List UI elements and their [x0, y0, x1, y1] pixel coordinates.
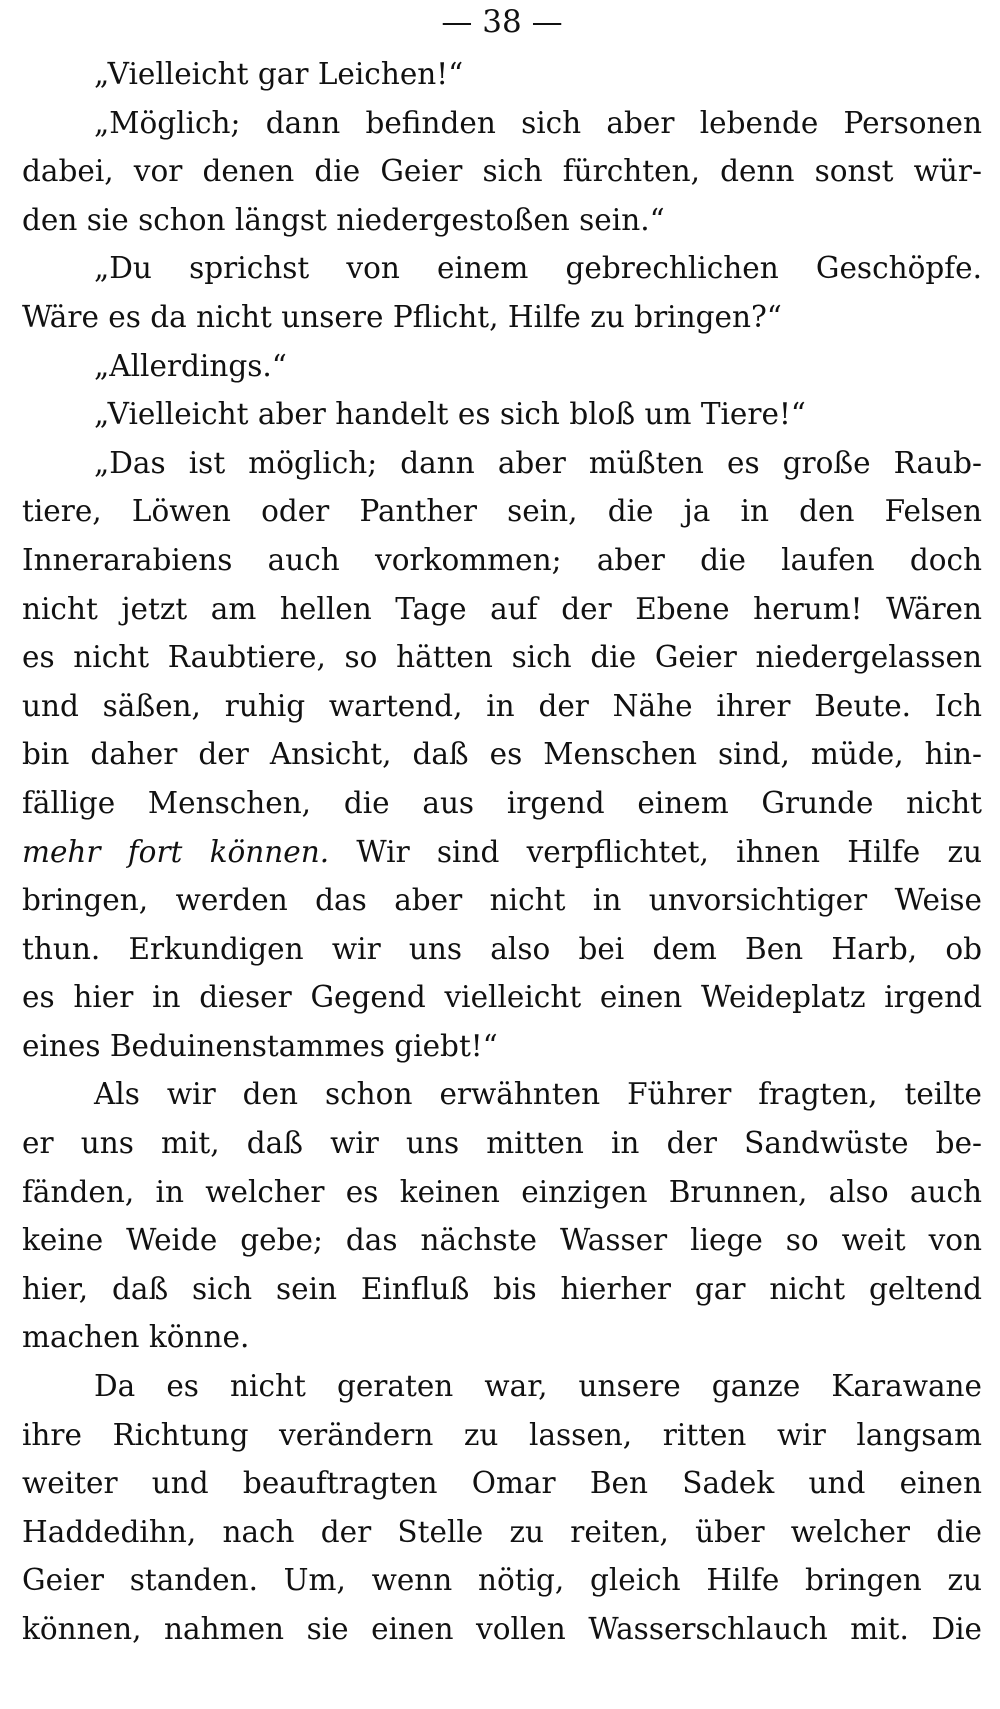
text-line: Geier standen. Um, wenn nötig, gleich Hilfe bringen zu: [22, 1563, 982, 1598]
text-line: Da es nicht geraten war, unsere ganze Karawane: [94, 1369, 982, 1404]
text-line: er uns mit, daß wir uns mitten in der Sandwüste be-: [22, 1126, 982, 1161]
text-line: „Du sprichst von einem gebrechlichen Geschöpfe.: [94, 251, 982, 286]
text-line: Innerarabiens auch vorkommen; aber die laufen doch: [22, 542, 982, 577]
text-line: machen könne.: [22, 1320, 250, 1355]
body-text: [22, 50, 982, 1654]
text-line: „Das ist möglich; dann aber müßten es große Raub-: [94, 445, 982, 480]
text-line: bringen, werden das aber nicht in unvorsichtiger Weise: [22, 883, 982, 918]
text-line: hier, daß sich sein Einfluß bis hierher gar nicht geltend: [22, 1271, 982, 1306]
text-line: eines Beduinenstammes giebt!“: [22, 1028, 498, 1063]
text-line: Als wir den schon erwähnten Führer fragten, teilte: [94, 1077, 982, 1112]
text-line: bin daher der Ansicht, daß es Menschen sind, müde, hin-: [22, 737, 982, 772]
text-line: Haddedihn, nach der Stelle zu reiten, über welcher die: [22, 1514, 982, 1549]
text-line: keine Weide gebe; das nächste Wasser liege so weit von: [22, 1223, 982, 1258]
text-line: können, nahmen sie einen vollen Wasserschlauch mit. Die: [22, 1612, 982, 1646]
text-line: „Möglich; dann befinden sich aber lebende Personen: [94, 105, 982, 140]
page-number: — 38 —: [441, 4, 563, 40]
text-line: es nicht Raubtiere, so hätten sich die Geier niedergelassen: [22, 640, 982, 675]
text-line: ihre Richtung verändern zu lassen, ritten wir langsam: [22, 1417, 982, 1452]
text-line: weiter und beauftragten Omar Ben Sadek und einen: [22, 1466, 982, 1501]
line-text: Wir sind verpflichtet, ihnen Hilfe zu: [329, 834, 982, 869]
text-line: fänden, in welcher es keinen einzigen Brunnen, also auch: [22, 1174, 982, 1209]
text-line: nicht jetzt am hellen Tage auf der Ebene herum! Wären: [22, 591, 982, 626]
text-line: Wäre es da nicht unsere Pflicht, Hilfe zu bringen?“: [22, 299, 782, 334]
italic-text: mehr fort können.: [22, 834, 330, 869]
text-line: den sie schon längst niedergestoßen sein.“: [22, 202, 665, 237]
text-line: fällige Menschen, die aus irgend einem Grunde nicht: [22, 785, 982, 820]
text-line: tiere, Löwen oder Panther sein, die ja in den Felsen: [22, 494, 982, 529]
text-line: thun. Erkundigen wir uns also bei dem Ben Harb, ob: [22, 931, 982, 966]
text-line: „Allerdings.“: [94, 348, 287, 383]
text-line: [22, 828, 982, 877]
text-line: und säßen, ruhig wartend, in der Nähe ihrer Beute. Ich: [22, 688, 982, 723]
text-line: es hier in dieser Gegend vielleicht einen Weideplatz irgend: [22, 980, 982, 1015]
text-line: „Vielleicht gar Leichen!“: [94, 57, 464, 91]
text-line: dabei, vor denen die Geier sich fürchten, denn sonst wür-: [22, 154, 982, 189]
text-line: „Vielleicht aber handelt es sich bloß um Tiere!“: [94, 397, 806, 432]
